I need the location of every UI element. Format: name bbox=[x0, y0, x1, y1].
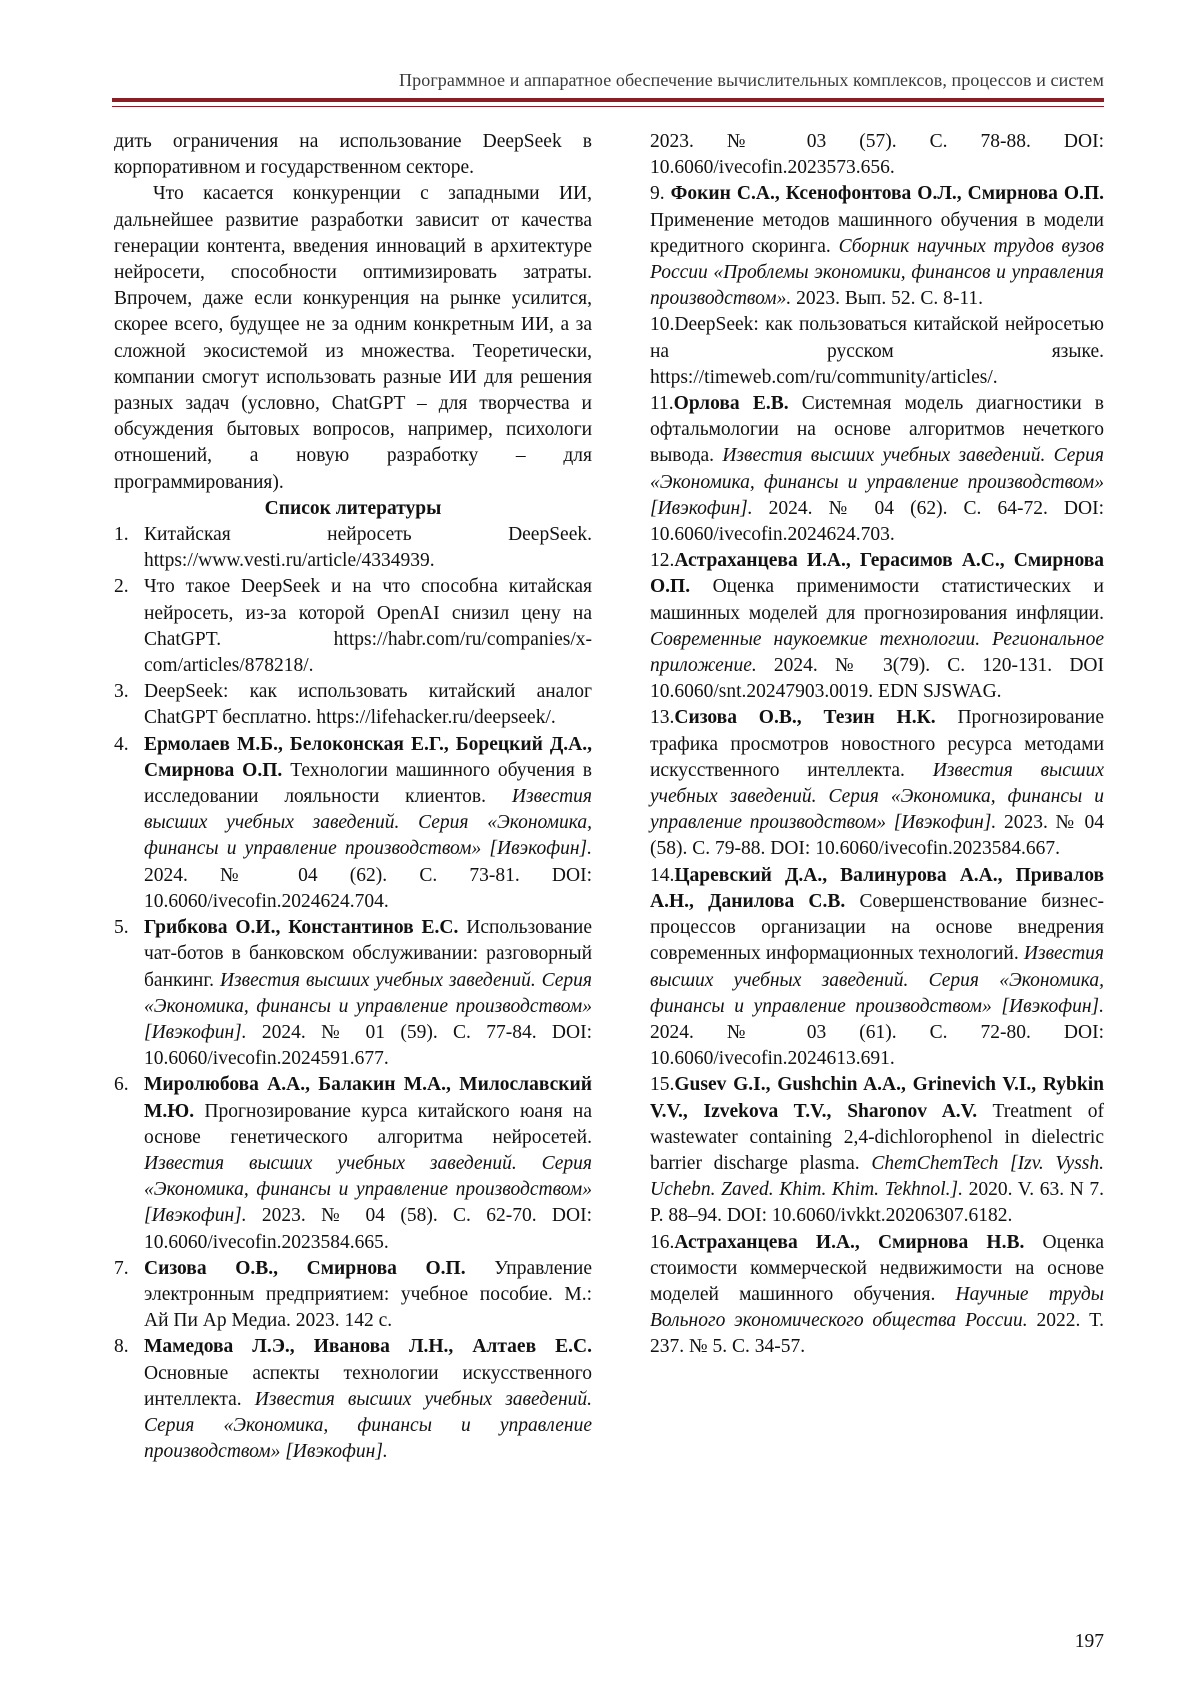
reference-number: 14. bbox=[650, 864, 675, 886]
reference-authors: Сизова О.В., Смирнова О.П. bbox=[144, 1257, 466, 1279]
reference-item-15 bbox=[650, 1072, 1104, 1229]
reference-source: Известия высших учебных заведений. Серия «Экономика, финансы и управление производством» [Ивэкофин]. bbox=[650, 943, 1104, 1017]
reference-details: 2024. № 03 (61). С. 72-80. DOI: 10.6060/ivecofin.2024613.691. bbox=[650, 1021, 1104, 1070]
reference-item-11 bbox=[650, 391, 1104, 548]
reference-item-4 bbox=[114, 732, 592, 915]
reference-title: Системная модель диагностики в офтальмологии на основе алгоритмов нечеткого вывода. bbox=[650, 393, 1105, 467]
reference-authors: Царевский Д.А., Валинурова А.А., Привалов А.Н., Данилова С.В. bbox=[650, 864, 1104, 912]
reference-item-16 bbox=[650, 1230, 1104, 1361]
reference-details: 2024. № 04 (62). С. 64-72. DOI: 10.6060/ivecofin.2024624.703. bbox=[650, 497, 1104, 546]
reference-title: Управление электронным предприятием: учебное пособие. М.: Ай Пи Ар Медиа. 2023. 142 с. bbox=[144, 1257, 592, 1332]
reference-item-3 bbox=[114, 679, 592, 731]
reference-source: Известия высших учебных заведений. Серия «Экономика, финансы и управление производством» [Ивэкофин]. bbox=[144, 786, 592, 860]
reference-number: 16. bbox=[650, 1231, 675, 1253]
reference-source: ChemChemTech [Izv. Vyssh. Uchebn. Zaved. Khim. Khim. Tekhnol.]. bbox=[650, 1152, 1104, 1201]
reference-number: 6. bbox=[114, 1074, 129, 1096]
body-paragraph-2: Что касается конкуренции с западными ИИ, дальнейшее развитие разработки зависит от качества генерации контента, введения инноваций в архитектуре нейросети, способности оптимизировать затраты. Впрочем, даже если конкуренция на рынке усилится, скорее всего, будущее не за одним конкретным ИИ, а за сложной экосистемой из множества. Теоретически, компании смогут использовать разные ИИ для решения разных задач (условно, ChatGPT – для творчества и обсуждения бытовых вопросов, например, психологи отношений, а новую разработку – для программирования). bbox=[114, 183, 592, 493]
right-column bbox=[650, 129, 1104, 1361]
reference-item-13 bbox=[650, 705, 1104, 862]
reference-authors: Фокин С.А., Ксенофонтова О.Л., Смирнова О.П. bbox=[670, 183, 1104, 205]
reference-number: 12. bbox=[650, 550, 675, 572]
reference-text: Что такое DeepSeek и на что способна китайская нейросеть, из-за которой OpenAI снизил цену на ChatGPT. https://habr.com/ru/companies/x-com/articles/878218/. bbox=[144, 576, 592, 677]
reference-details: 2023. № 04 (58). С. 62-70. DOI: 10.6060/ivecofin.2023584.665. bbox=[144, 1205, 592, 1253]
reference-authors: Орлова Е.В. bbox=[673, 393, 789, 415]
reference-source: Известия высших учебных заведений. Серия «Экономика, финансы и управление производством» [Ивэкофин]. bbox=[144, 1152, 592, 1227]
reference-number: 4. bbox=[114, 733, 129, 755]
reference-source: Известия высших учебных заведений. Серия «Экономика, финансы и управление производством» [Ивэкофин]. bbox=[650, 759, 1104, 834]
reference-source: Известия высших учебных заведений. Серия «Экономика, финансы и управление производством» [Ивэкофин]. bbox=[144, 1388, 593, 1463]
reference-item-8-continued bbox=[650, 129, 1104, 181]
reference-source: Современные наукоемкие технологии. Региональное приложение. bbox=[650, 628, 1104, 677]
references-heading: Список литературы bbox=[264, 497, 442, 519]
reference-number: 5. bbox=[114, 917, 129, 939]
reference-title: Использование чат-ботов в банковском обслуживании: разговорный банкинг. bbox=[144, 917, 592, 991]
reference-authors: Ермолаев М.Б., Белоконская Е.Г., Борецкий Д.А., Смирнова О.П. bbox=[144, 733, 592, 781]
reference-text: DeepSeek: как использовать китайский аналог ChatGPT бесплатно. https://lifehacker.ru/deepseek/. bbox=[144, 681, 592, 729]
reference-details: 2020. V. 63. N 7. P. 88–94. DOI: 10.6060/ivkkt.20206307.6182. bbox=[650, 1179, 1104, 1227]
reference-details: 2022. Т. 237. № 5. С. 34-57. bbox=[650, 1310, 1104, 1358]
reference-number: 11. bbox=[650, 393, 674, 415]
reference-source: Сборник научных трудов вузов России «Проблемы экономики, финансов и управления производством». bbox=[650, 235, 1104, 310]
running-title: Программное и аппаратное обеспечение вычислительных комплексов, процессов и систем bbox=[399, 70, 1104, 90]
reference-authors: Сизова О.В., Тезин Н.К. bbox=[674, 707, 936, 729]
reference-source: Научные труды Вольного экономического общества России. bbox=[650, 1283, 1105, 1332]
reference-title: Оценка стоимости коммерческой недвижимости на основе моделей машинного обучения. bbox=[650, 1231, 1104, 1305]
reference-source: Известия высших учебных заведений. Серия «Экономика, финансы и управление производством» [Ивэкофин]. bbox=[650, 445, 1104, 519]
reference-title: Применение методов машинного обучения в модели кредитного скоринга. bbox=[650, 209, 1104, 257]
reference-text: Китайская нейросеть DeepSeek. https://www.vesti.ru/article/4334939. bbox=[144, 524, 592, 572]
reference-authors: Астраханцева И.А., Смирнова Н.В. bbox=[674, 1231, 1025, 1253]
reference-authors: Gusev G.I., Gushchin A.A., Grinevich V.I., Rybkin V.V., Izvekova T.V., Sharonov A.V. bbox=[650, 1074, 1104, 1122]
page-number: 197 bbox=[1074, 1631, 1104, 1652]
reference-number: 7. bbox=[114, 1257, 129, 1279]
reference-title: Технологии машинного обучения в исследовании лояльности клиентов. bbox=[144, 759, 593, 808]
reference-item-8 bbox=[114, 1334, 592, 1465]
reference-title: Совершенствование бизнес-процессов организации на основе внедрения современных информационных технологий. bbox=[650, 890, 1104, 965]
reference-number: 3. bbox=[114, 681, 129, 703]
reference-title: Прогнозирование курса китайского юаня на основе генетического алгоритма нейросетей. bbox=[144, 1100, 592, 1148]
left-column bbox=[114, 129, 592, 1465]
reference-number: 13. bbox=[650, 707, 675, 729]
reference-authors: Астраханцева И.А., Герасимов А.С., Смирнова О.П. bbox=[650, 550, 1104, 598]
reference-details: 2024. № 01 (59). С. 77-84. DOI: 10.6060/ivecofin.2024591.677. bbox=[144, 1021, 592, 1070]
reference-item-12 bbox=[650, 548, 1104, 705]
reference-details: 2024. № 04 (62). С. 73-81. DOI: 10.6060/ivecofin.2024624.704. bbox=[144, 864, 592, 912]
reference-item-9 bbox=[650, 181, 1104, 312]
reference-title: Оценка применимости статистических и машинных моделей для прогнозирования инфляции. bbox=[650, 576, 1104, 624]
reference-details: 2024. № 3(79). С. 120-131. DOI 10.6060/snt.20247903.0019. EDN SJSWAG. bbox=[650, 655, 1104, 703]
reference-number: 2. bbox=[114, 576, 129, 598]
header-rule-thick bbox=[112, 98, 1104, 102]
reference-number: 8. bbox=[114, 1336, 129, 1358]
reference-item-10 bbox=[650, 312, 1104, 391]
reference-source: Известия высших учебных заведений. Серия «Экономика, финансы и управление производством» [Ивэкофин]. bbox=[144, 969, 593, 1043]
reference-title: Основные аспекты технологии искусственного интеллекта. bbox=[144, 1362, 592, 1410]
reference-item-2 bbox=[114, 574, 592, 679]
reference-details: 2023. № 04 (58). С. 79-88. DOI: 10.6060/ivecofin.2023584.667. bbox=[650, 812, 1104, 860]
reference-authors: Грибкова О.И., Константинов Е.С. bbox=[144, 917, 459, 939]
reference-number: 10. bbox=[650, 314, 675, 336]
reference-item-1 bbox=[114, 522, 592, 574]
reference-item-14 bbox=[650, 863, 1104, 1073]
reference-authors: Миролюбова А.А., Балакин М.А., Милославский М.Ю. bbox=[144, 1074, 592, 1122]
reference-item-6 bbox=[114, 1072, 592, 1255]
reference-number: 1. bbox=[114, 524, 129, 546]
body-paragraph-1: дить ограничения на использование DeepSeek в корпоративном и государственном секторе. bbox=[114, 131, 592, 179]
reference-item-5 bbox=[114, 915, 592, 1072]
reference-details: 2023. № 03 (57). С. 78-88. DOI: 10.6060/ivecofin.2023573.656. bbox=[650, 131, 1104, 179]
reference-title: Treatment of wastewater containing 2,4-dichlorophenol in dielectric barrier discharge plasma. bbox=[650, 1100, 1104, 1174]
reference-item-7 bbox=[114, 1256, 592, 1335]
reference-number: 15. bbox=[650, 1074, 675, 1096]
reference-number: 9. bbox=[650, 183, 665, 205]
reference-authors: Мамедова Л.Э., Иванова Л.Н., Алтаев Е.С. bbox=[144, 1336, 592, 1358]
header-rule-thin bbox=[112, 106, 1104, 107]
reference-details: 2023. Вып. 52. С. 8-11. bbox=[791, 288, 984, 310]
reference-title: Прогнозирование трафика просмотров новостного ресурса методами искусственного интеллекта. bbox=[650, 707, 1104, 781]
reference-text: DeepSeek: как пользоваться китайской нейросетью на русском языке. https://timeweb.com/ru/community/articles/. bbox=[650, 314, 1104, 388]
